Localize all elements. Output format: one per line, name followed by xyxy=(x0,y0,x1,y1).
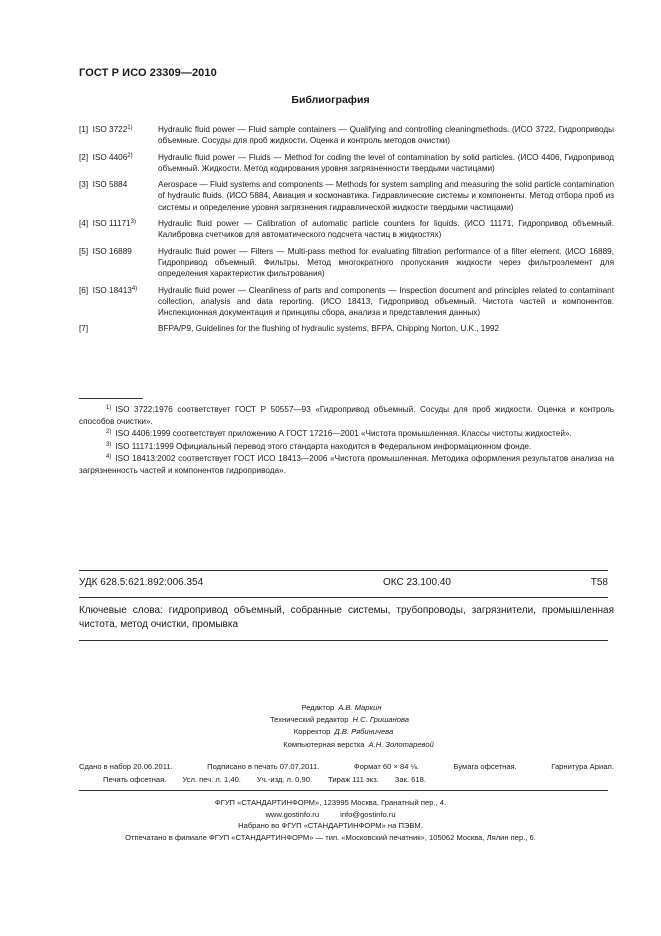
bibliography-entry xyxy=(79,246,614,280)
footnote-mark: 1) xyxy=(106,405,112,411)
credit-role: Компьютерная верстка xyxy=(283,739,365,749)
entry-text: Hydraulic fluid power — Fluids — Method for coding the level of contamination by solid particles. (ИСО 4406, Гидропривод объемный. Жидкости. Метод кодирования уровня загрязненности твердыми частицами) xyxy=(158,152,614,173)
print-details xyxy=(79,760,614,786)
entry-number: [5] xyxy=(79,246,89,256)
keywords-rule xyxy=(79,640,608,641)
entry-text: Hydraulic fluid power — Calibration of automatic particle counters for liquids. (ИСО 11171, Гидропривод объемный. Калибровка счетчиков для автоматического подсчета частиц в жидкостях) xyxy=(158,219,614,240)
credit-role: Корректор xyxy=(293,727,331,737)
publisher-typeset: Набрано во ФГУП «СТАНДАРТИНФОРМ» на ПЭВМ. xyxy=(238,821,423,830)
entry-standard: ISO 16889 xyxy=(92,246,132,256)
credit-name: А.Н. Золотаревой xyxy=(368,739,434,749)
footnote-mark: 2) xyxy=(127,152,133,159)
print-detail: Зак. 618. xyxy=(394,775,426,784)
credit-name: Д.В. Рябиничева xyxy=(334,727,394,737)
print-detail: Подписано в печать 07.07.2011. xyxy=(207,762,320,771)
bibliography-entry xyxy=(79,124,614,147)
entry-text: Hydraulic fluid power — Filters — Multi-pass method for evaluating filtration performance of a filter element. (ИСО 16889, Гидропривод объемный. Фильтры. Метод многократного пропускания жидкости через фильтроэлемент для определения характеристик фильтрования) xyxy=(158,246,614,279)
print-detail: Печать офсетная. xyxy=(103,775,167,784)
entry-number: [7] xyxy=(79,324,89,334)
credit-role: Технический редактор xyxy=(269,715,349,725)
group-code: Т58 xyxy=(590,577,608,588)
bibliography-ref xyxy=(79,246,158,280)
bibliography-entry xyxy=(79,285,614,319)
footnote-mark: 4) xyxy=(131,285,138,292)
bibliography-entry xyxy=(79,323,614,334)
print-detail: Тираж 111 экз. xyxy=(328,775,379,784)
bibliography-ref xyxy=(79,323,158,334)
publisher-rule xyxy=(79,790,608,791)
credit-name: Н.С. Гришанова xyxy=(352,715,410,725)
credit-tech-editor xyxy=(0,714,661,726)
footnote-text: ISO 11171:1999 Официальный перевод этого стандарта находится в Федеральном информационном фонде. xyxy=(115,441,532,451)
bibliography-entry xyxy=(79,179,614,213)
print-details-row xyxy=(79,760,614,773)
print-detail: Формат 60 × 84 ⅛. xyxy=(353,762,420,771)
keywords: Ключевые слова: гидропривод объемный, собранные системы, трубопроводы, загрязнители, промышленная чистота, метод очистки, промывка xyxy=(79,605,614,630)
print-detail: Бумага офсетная. xyxy=(453,762,517,771)
print-detail: Гарнитура Ариал. xyxy=(551,762,614,771)
bibliography-list xyxy=(79,124,614,340)
bibliography-title: Библиография xyxy=(291,94,370,106)
bibliography-ref xyxy=(79,285,158,319)
credit-layout xyxy=(0,739,661,751)
credit-name: А.В. Маркин xyxy=(338,703,382,712)
classification-row xyxy=(79,577,608,588)
footnote-divider xyxy=(79,398,143,399)
footnotes xyxy=(79,404,614,477)
credit-proofreader xyxy=(0,726,661,738)
footnote-mark: 4) xyxy=(106,454,112,460)
footnote xyxy=(79,453,614,476)
entry-standard: ISO 5884 xyxy=(92,180,128,190)
entry-number: [4] xyxy=(79,219,89,229)
footnote-mark: 2) xyxy=(106,429,112,435)
entry-number: [3] xyxy=(79,180,89,190)
bibliography-ref xyxy=(79,152,158,175)
print-detail: Сдано в набор 20.06.2011. xyxy=(79,762,173,771)
footnote-mark: 3) xyxy=(106,441,112,448)
classification-top-rule xyxy=(79,570,608,571)
bibliography-entry xyxy=(79,152,614,175)
oks-code: ОКС 23.100.40 xyxy=(382,577,451,588)
entry-text: Hydraulic fluid power — Fluid sample containers — Qualifying and controlling cleaningmethods. (ИСО 3722, Гидроприводы объемные. Сосуды для проб жидкости. Оценка и контроль методов очистки) xyxy=(158,125,614,146)
bibliography-ref xyxy=(79,218,158,241)
publisher-printed: Отпечатано в филиале ФГУП «СТАНДАРТИНФОРМ» — тип. «Московский печатник», 105062 Москва, Лялин пер., 6. xyxy=(125,832,536,842)
footnote-mark: 3) xyxy=(130,219,136,226)
print-detail: Уч.-изд. л. 0,90. xyxy=(256,775,313,784)
footnote xyxy=(79,404,614,427)
entry-text: BFPA/P9, Guidelines for the flushing of hydraulic systems, BFPA, Chipping Norton, U.K., 1992 xyxy=(158,324,500,334)
udk-code: УДК 628.5:621.892:006.354 xyxy=(79,577,204,588)
footnote-text: ISO 4406:1999 соответствует приложению А ГОСТ 17216—2001 «Чистота промышленная. Классы чистоты жидкостей». xyxy=(115,429,572,438)
print-detail: Усл. печ. л. 1,40. xyxy=(182,775,241,784)
entry-standard: ISO 3722 xyxy=(92,125,128,134)
credit-editor xyxy=(0,702,661,714)
classification-bottom-rule xyxy=(79,597,608,598)
entry-text: Aerospace — Fluid systems and components — Methods for system sampling and measuring the solid particle contamination of hydraulic fluids. (ИСО 5884, Авиация и космонавтика. Гидравлические системы и компоненты. Метод отбора проб из системы и определение уровня загрязнения гидравлической жидкости твердыми частицами) xyxy=(158,180,614,212)
credits xyxy=(0,702,661,751)
entry-number: [2] xyxy=(79,152,89,162)
page-header-standard-code: ГОСТ Р ИСО 23309—2010 xyxy=(79,67,217,79)
bibliography-ref xyxy=(79,179,158,213)
entry-standard: ISO 11171 xyxy=(92,219,131,229)
entry-number: [1] xyxy=(79,125,89,134)
publisher-web: www.gostinfo.ru info@gostinfo.ru xyxy=(265,809,396,819)
entry-standard: ISO 18413 xyxy=(92,285,132,295)
footnote-text: ISO 18413:2002 соответствует ГОСТ ИСО 18413—2006 «Чистота промышленная. Методика оформления результатов анализа на загрязненность частей и компонентов гидропривода». xyxy=(79,454,614,475)
bibliography-entry xyxy=(79,218,614,241)
bibliography-ref xyxy=(79,124,158,147)
print-details-row xyxy=(79,773,614,786)
entry-number: [6] xyxy=(79,285,89,295)
credit-role: Редактор xyxy=(301,703,335,712)
footnote-text: ISO 3722:1976 соответствует ГОСТ Р 50557—93 «Гидропривод объемный. Сосуды для проб жидкости. Оценка и контроль способов очистки». xyxy=(79,405,614,426)
publisher-address: ФГУП «СТАНДАРТИНФОРМ», 123995 Москва, Гранатный пер., 4. xyxy=(214,798,447,807)
publisher-info xyxy=(0,797,661,843)
entry-standard: ISO 4406 xyxy=(92,152,128,162)
footnote xyxy=(79,441,614,453)
footnote-mark: 1) xyxy=(127,125,133,131)
entry-text: Hydraulic fluid power — Cleanliness of parts and components — Inspection document and principles related to contaminant collection, analysis and data reporting. (ИСО 18413, Гидропривод объемный. Чистота частей и компонентов. Инспекционная документация и принципы сбора, анализа и представления данных) xyxy=(158,285,614,318)
footnote xyxy=(79,428,614,440)
